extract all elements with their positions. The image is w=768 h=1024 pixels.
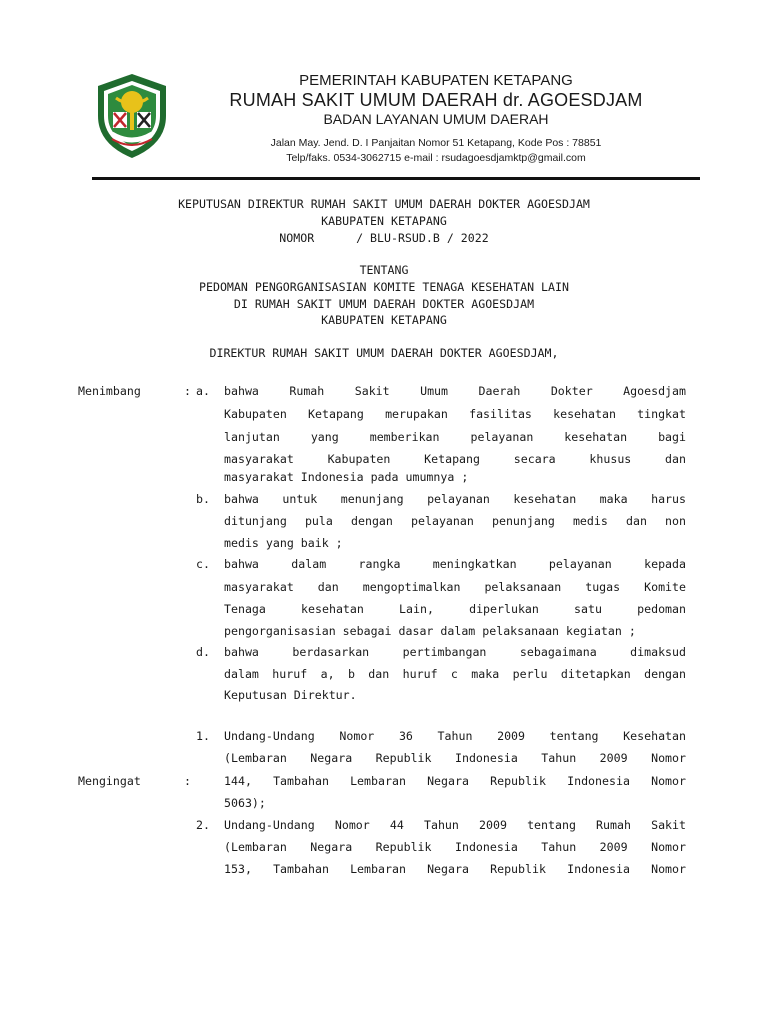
director-heading: DIREKTUR RUMAH SAKIT UMUM DAERAH DOKTER AGOESDJAM,: [209, 346, 559, 360]
menimbang-c-line: Tenaga kesehatan Lain, diperlukan satu pedoman: [224, 602, 686, 616]
mengingat-1-line: 144, Tambahan Lembaran Negara Republik Indonesia Nomor: [224, 774, 686, 788]
menimbang-b-line: medis yang baik ;: [224, 536, 343, 550]
tentang-line3: KABUPATEN KETAPANG: [321, 313, 447, 327]
menimbang-a-line: masyarakat Indonesia pada umumnya ;: [224, 470, 469, 484]
menimbang-colon: :: [184, 384, 191, 398]
tentang-line2: DI RUMAH SAKIT UMUM DAERAH DOKTER AGOESDJAM: [233, 297, 535, 311]
item-letter-b: b.: [196, 492, 210, 506]
regency-emblem-icon: [94, 72, 170, 160]
mengingat-1-line: 5063);: [224, 796, 266, 810]
menimbang-c-line: pengorganisasian sebagai dasar dalam pelaksanaan kegiatan ;: [224, 624, 636, 638]
kop-address: Jalan May. Jend. D. I Panjaitan Nomor 51 Ketapang, Kode Pos : 78851: [270, 137, 602, 149]
menimbang-d-line: Keputusan Direktur.: [224, 688, 357, 702]
menimbang-c-line: bahwa dalam rangka meningkatkan pelayanan kepada: [224, 557, 686, 571]
decree-title: KEPUTUSAN DIREKTUR RUMAH SAKIT UMUM DAERAH DOKTER AGOESDJAM: [178, 197, 590, 211]
mengingat-1-line: (Lembaran Negara Republik Indonesia Tahun 2009 Nomor: [224, 751, 686, 765]
menimbang-d-line: dalam huruf a, b dan huruf c maka perlu ditetapkan dengan: [224, 667, 686, 681]
mengingat-2-line: Undang-Undang Nomor 44 Tahun 2009 tentang Rumah Sakit: [224, 818, 686, 832]
kop-contact: Telp/faks. 0534-3062715 e-mail : rsudagoesdjamktp@gmail.com: [286, 152, 586, 164]
mengingat-label: Mengingat: [78, 774, 141, 788]
decree-number: NOMOR / BLU-RSUD.B / 2022: [279, 231, 489, 245]
letterhead-divider: [92, 177, 700, 180]
mengingat-colon: :: [184, 774, 191, 788]
menimbang-a-line: bahwa Rumah Sakit Umum Daerah Dokter Agoesdjam: [224, 384, 686, 398]
menimbang-b-line: ditunjang pula dengan pelayanan penunjang medis dan non: [224, 514, 686, 528]
hospital-logo: [94, 72, 170, 160]
menimbang-b-line: bahwa untuk menunjang pelayanan kesehatan maka harus: [224, 492, 686, 506]
tentang-label: TENTANG: [359, 263, 409, 277]
menimbang-a-line: lanjutan yang memberikan pelayanan kesehatan bagi: [224, 430, 686, 444]
menimbang-c-line: masyarakat dan mengoptimalkan pelaksanaan tugas Komite: [224, 580, 686, 594]
item-letter-a: a.: [196, 384, 210, 398]
tentang-line1: PEDOMAN PENGORGANISASIAN KOMITE TENAGA KESEHATAN LAIN: [199, 280, 569, 294]
mengingat-2-line: (Lembaran Negara Republik Indonesia Tahun 2009 Nomor: [224, 840, 686, 854]
item-letter-c: c.: [196, 557, 210, 571]
item-number-2: 2.: [196, 818, 210, 832]
item-number-1: 1.: [196, 729, 210, 743]
kop-government: PEMERINTAH KABUPATEN KETAPANG: [299, 72, 573, 89]
mengingat-1-line: Undang-Undang Nomor 36 Tahun 2009 tentang Kesehatan: [224, 729, 686, 743]
menimbang-a-line: masyarakat Kabupaten Ketapang secara khusus dan: [224, 452, 686, 466]
decree-title-line2: KABUPATEN KETAPANG: [321, 214, 447, 228]
menimbang-d-line: bahwa berdasarkan pertimbangan sebagaimana dimaksud: [224, 645, 686, 659]
mengingat-2-line: 153, Tambahan Lembaran Negara Republik Indonesia Nomor: [224, 862, 686, 876]
item-letter-d: d.: [196, 645, 210, 659]
kop-agency-type: BADAN LAYANAN UMUM DAERAH: [323, 111, 549, 127]
kop-hospital-name: RUMAH SAKIT UMUM DAERAH dr. AGOESDJAM: [229, 90, 643, 110]
menimbang-a-line: Kabupaten Ketapang merupakan fasilitas kesehatan tingkat: [224, 407, 686, 421]
menimbang-label: Menimbang: [78, 384, 141, 398]
